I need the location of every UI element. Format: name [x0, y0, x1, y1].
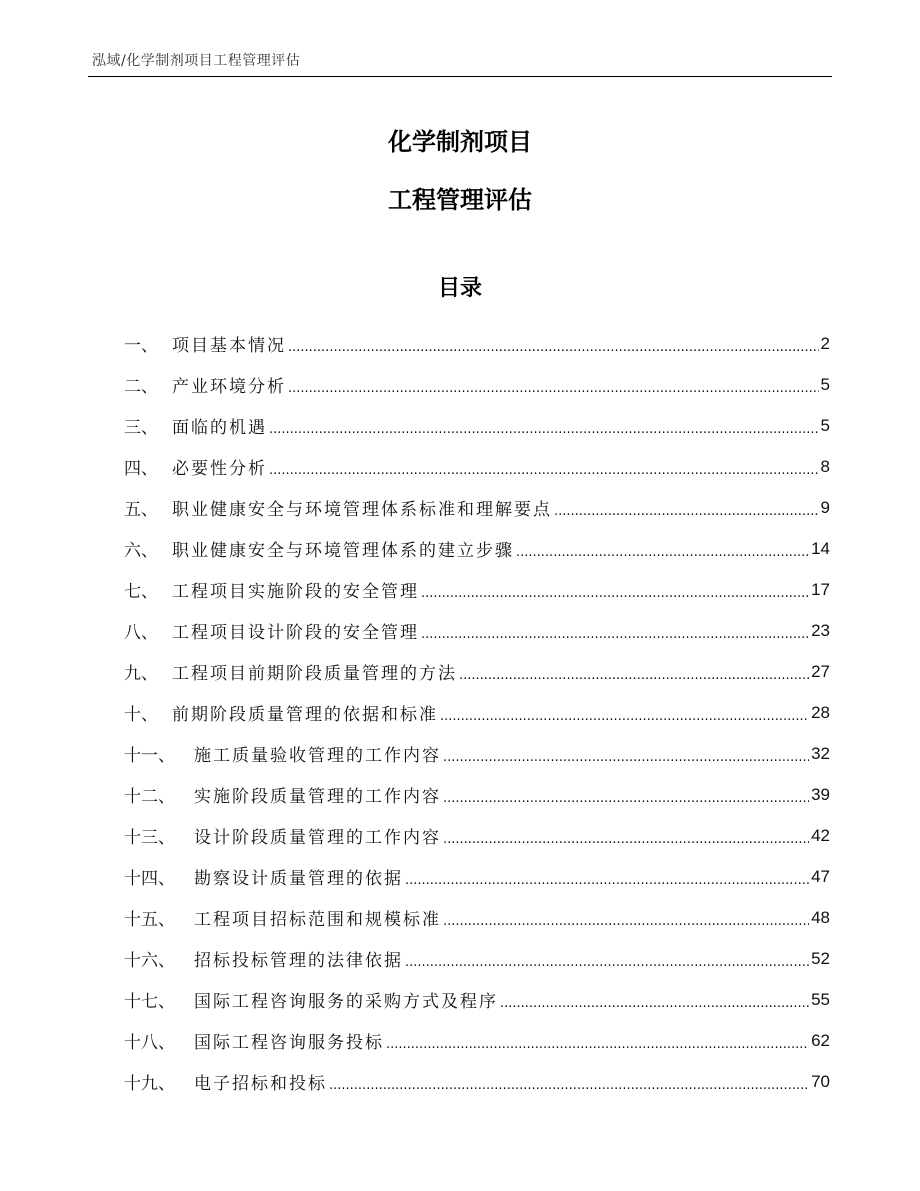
- toc-entry-label: 职业健康安全与环境管理体系标准和理解要点: [172, 500, 552, 520]
- toc-entry-number: 十四、: [124, 869, 175, 889]
- table-of-contents: [124, 323, 830, 1102]
- toc-entry-page: 42: [811, 825, 830, 845]
- toc-entry-page: 23: [811, 620, 830, 640]
- toc-dot-leader: [288, 336, 819, 356]
- toc-entry-page: 5: [820, 374, 830, 394]
- toc-entry[interactable]: [124, 528, 830, 569]
- toc-dot-leader: [269, 418, 819, 438]
- toc-entry-number: 四、: [124, 459, 158, 479]
- toc-entry[interactable]: [124, 897, 830, 938]
- toc-entry[interactable]: [124, 1061, 830, 1102]
- toc-dot-leader: [459, 664, 809, 684]
- toc-entry[interactable]: [124, 610, 830, 651]
- toc-dot-leader: [443, 787, 809, 807]
- toc-entry-label: 国际工程咨询服务投标: [194, 1033, 384, 1053]
- toc-entry-number: 一、: [124, 336, 158, 356]
- toc-entry-page: 32: [811, 743, 830, 763]
- toc-entry[interactable]: [124, 774, 830, 815]
- toc-entry-page: 70: [811, 1071, 830, 1091]
- toc-dot-leader: [421, 582, 809, 602]
- toc-entry-label: 面临的机遇: [172, 418, 267, 438]
- toc-entry-label: 电子招标和投标: [194, 1074, 327, 1094]
- toc-entry[interactable]: [124, 692, 830, 733]
- toc-entry-label: 工程项目设计阶段的安全管理: [172, 623, 419, 643]
- toc-entry-number: 十七、: [124, 992, 175, 1012]
- toc-entry-label: 项目基本情况: [172, 336, 286, 356]
- toc-dot-leader: [443, 910, 809, 930]
- toc-entry[interactable]: [124, 733, 830, 774]
- toc-entry-number: 九、: [124, 664, 158, 684]
- toc-entry-number: 八、: [124, 623, 158, 643]
- toc-entry-label: 工程项目前期阶段质量管理的方法: [172, 664, 457, 684]
- toc-entry-number: 十八、: [124, 1033, 175, 1053]
- toc-entry-page: 9: [820, 497, 830, 517]
- toc-entry[interactable]: [124, 569, 830, 610]
- toc-dot-leader: [269, 459, 819, 479]
- toc-entry-label: 前期阶段质量管理的依据和标准: [172, 705, 438, 725]
- toc-entry[interactable]: [124, 405, 830, 446]
- toc-entry[interactable]: [124, 323, 830, 364]
- toc-entry[interactable]: [124, 651, 830, 692]
- toc-entry-number: 十一、: [124, 746, 175, 766]
- toc-entry-label: 招标投标管理的法律依据: [194, 951, 403, 971]
- document-title-line-2: 工程管理评估: [388, 186, 532, 214]
- toc-entry-label: 必要性分析: [172, 459, 267, 479]
- toc-dot-leader: [516, 541, 809, 561]
- toc-entry-number: 十二、: [124, 787, 175, 807]
- toc-dot-leader: [443, 828, 809, 848]
- toc-dot-leader: [386, 1033, 809, 1053]
- header-rule: [88, 76, 832, 77]
- running-header: 泓域/化学制剂项目工程管理评估: [92, 53, 301, 69]
- toc-entry-page: 28: [811, 702, 830, 722]
- toc-entry-number: 十六、: [124, 951, 175, 971]
- toc-entry[interactable]: [124, 938, 830, 979]
- toc-entry-page: 8: [820, 456, 830, 476]
- toc-entry-page: 27: [811, 661, 830, 681]
- toc-entry-number: 十、: [124, 705, 158, 725]
- toc-entry-number: 五、: [124, 500, 158, 520]
- toc-dot-leader: [421, 623, 809, 643]
- toc-entry-number: 十五、: [124, 910, 175, 930]
- toc-entry-page: 62: [811, 1030, 830, 1050]
- toc-dot-leader: [554, 500, 819, 520]
- toc-dot-leader: [329, 1074, 809, 1094]
- toc-dot-leader: [500, 992, 809, 1012]
- toc-entry-label: 工程项目招标范围和规模标准: [194, 910, 441, 930]
- toc-entry[interactable]: [124, 364, 830, 405]
- toc-entry[interactable]: [124, 815, 830, 856]
- toc-entry-page: 17: [811, 579, 830, 599]
- toc-dot-leader: [405, 951, 809, 971]
- toc-entry[interactable]: [124, 979, 830, 1020]
- toc-entry-label: 国际工程咨询服务的采购方式及程序: [194, 992, 498, 1012]
- toc-entry-page: 14: [811, 538, 830, 558]
- toc-entry-page: 52: [811, 948, 830, 968]
- toc-entry-page: 39: [811, 784, 830, 804]
- toc-entry[interactable]: [124, 856, 830, 897]
- toc-entry-label: 职业健康安全与环境管理体系的建立步骤: [172, 541, 514, 561]
- toc-entry-label: 勘察设计质量管理的依据: [194, 869, 403, 889]
- toc-entry-page: 55: [811, 989, 830, 1009]
- toc-dot-leader: [443, 746, 809, 766]
- toc-entry-number: 十九、: [124, 1074, 175, 1094]
- toc-entry-page: 48: [811, 907, 830, 927]
- document-title-line-1: 化学制剂项目: [388, 128, 532, 156]
- toc-entry-number: 六、: [124, 541, 158, 561]
- toc-entry-label: 设计阶段质量管理的工作内容: [194, 828, 441, 848]
- toc-entry[interactable]: [124, 446, 830, 487]
- toc-dot-leader: [440, 705, 809, 725]
- toc-entry-number: 二、: [124, 377, 158, 397]
- toc-dot-leader: [288, 377, 819, 397]
- toc-entry-number: 七、: [124, 582, 158, 602]
- toc-entry-number: 三、: [124, 418, 158, 438]
- toc-entry-label: 施工质量验收管理的工作内容: [194, 746, 441, 766]
- toc-entry-number: 十三、: [124, 828, 175, 848]
- toc-entry-label: 产业环境分析: [172, 377, 286, 397]
- toc-dot-leader: [405, 869, 809, 889]
- toc-heading: 目录: [437, 276, 482, 301]
- toc-entry-label: 实施阶段质量管理的工作内容: [194, 787, 441, 807]
- toc-entry-page: 47: [811, 866, 830, 886]
- toc-entry[interactable]: [124, 487, 830, 528]
- toc-entry-page: 5: [820, 415, 830, 435]
- toc-entry[interactable]: [124, 1020, 830, 1061]
- toc-entry-label: 工程项目实施阶段的安全管理: [172, 582, 419, 602]
- toc-entry-page: 2: [820, 333, 830, 353]
